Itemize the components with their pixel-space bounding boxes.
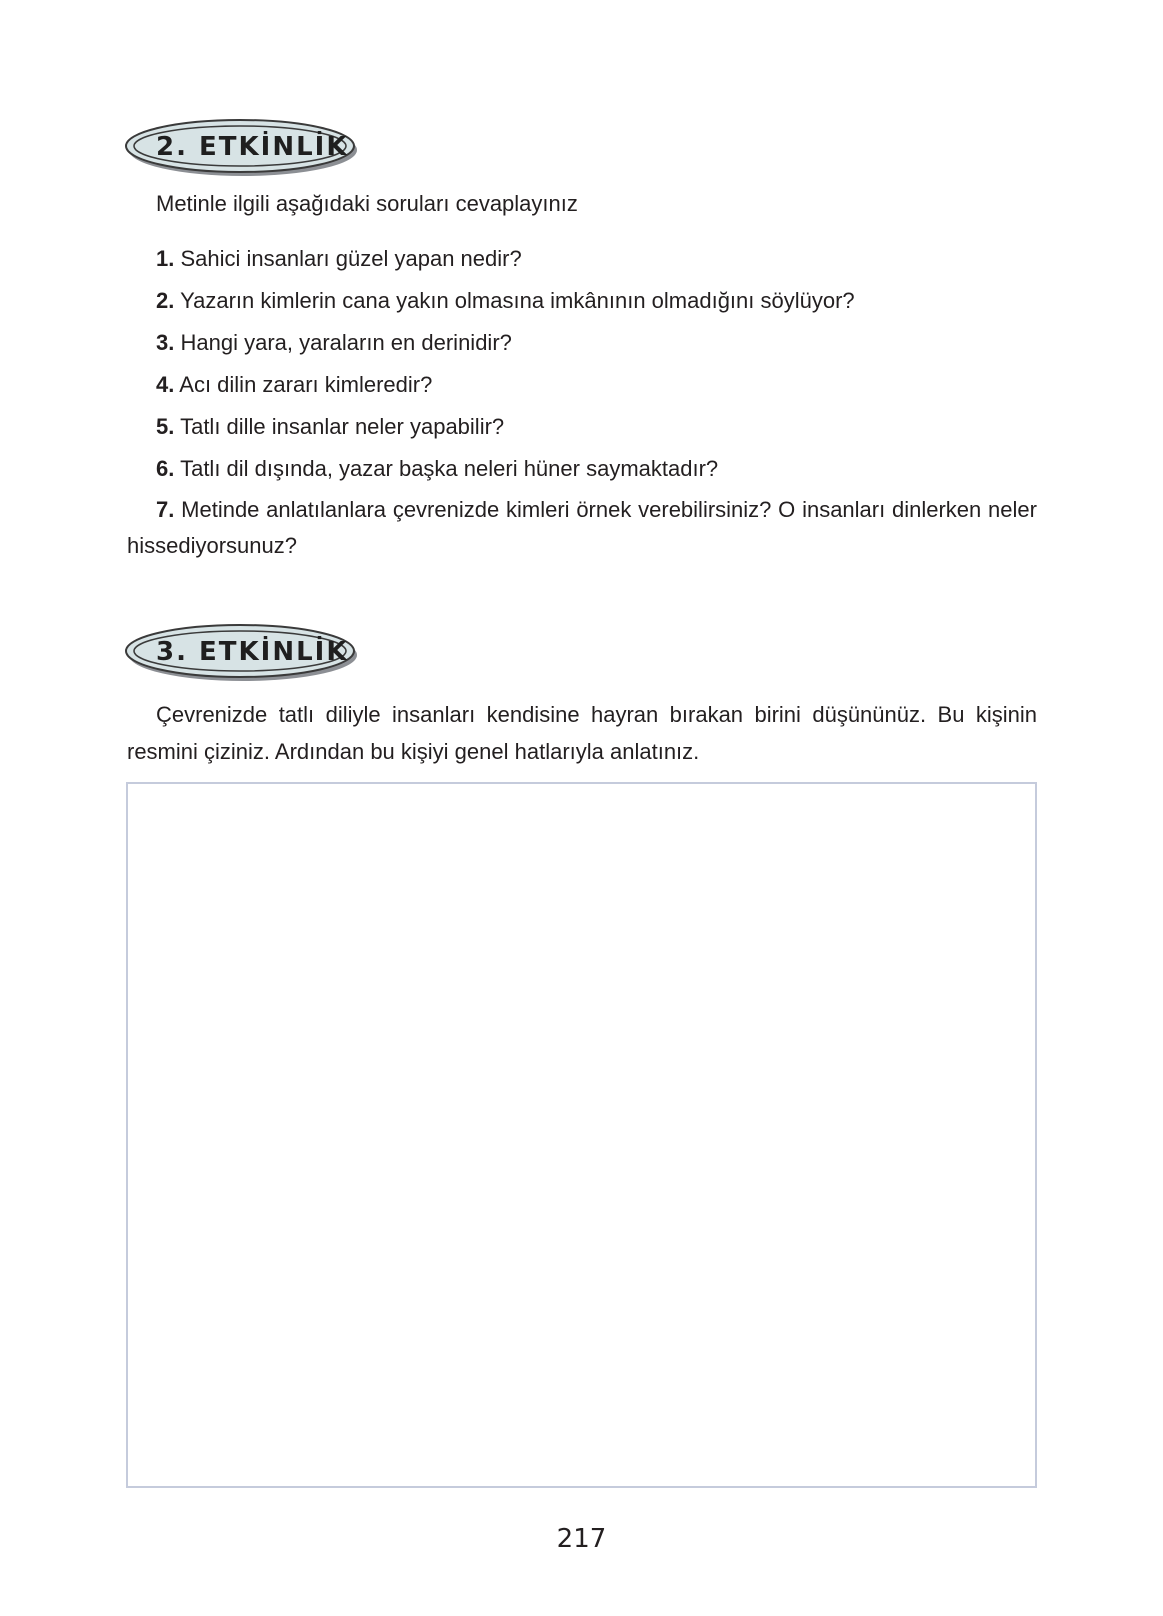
drawing-area[interactable] [126, 782, 1037, 1488]
question-item [127, 282, 1037, 319]
question-number: 2. [156, 288, 175, 313]
activity-3-badge [122, 621, 360, 685]
question-text: Sahici insanları güzel yapan nedir? [180, 246, 522, 271]
question-item [127, 366, 1037, 403]
question-text: Acı dilin zararı kimleredir? [179, 372, 433, 397]
question-item [127, 324, 1037, 361]
question-text: Tatlı dil dışında, yazar başka neleri hüner saymaktadır? [180, 456, 719, 481]
question-text: Hangi yara, yaraların en derinidir? [180, 330, 512, 355]
activity-3-title: 3. ETKİNLİK [156, 637, 349, 667]
activity-3-instruction: Çevrenizde tatlı diliyle insanları kendisine hayran bırakan birini düşününüz. Bu kişinin resmini çiziniz. Ardından bu kişiyi genel hatlarıyla anlatınız. [127, 702, 1037, 764]
question-number: 6. [156, 456, 175, 481]
activity-2-badge [122, 116, 360, 180]
question-number: 1. [156, 246, 175, 271]
question-text: Yazarın kimlerin cana yakın olmasına imkânının olmadığını söylüyor? [180, 288, 855, 313]
question-text: Metinde anlatılanlara çevrenizde kimleri örnek verebilirsiniz? O insanları dinlerken neler hissediyorsunuz? [127, 497, 1037, 558]
page-number: 217 [556, 1524, 607, 1554]
question-item [127, 492, 1037, 564]
question-number: 3. [156, 330, 175, 355]
question-text: Tatlı dille insanlar neler yapabilir? [180, 414, 505, 439]
question-item [127, 240, 1037, 277]
question-item [127, 450, 1037, 487]
question-number: 7. [156, 497, 175, 522]
question-list [127, 240, 1037, 569]
activity-2-intro: Metinle ilgili aşağıdaki soruları cevaplayınız [156, 191, 578, 216]
question-number: 4. [156, 372, 175, 397]
question-item [127, 408, 1037, 445]
question-number: 5. [156, 414, 175, 439]
activity-2-title: 2. ETKİNLİK [156, 132, 349, 162]
